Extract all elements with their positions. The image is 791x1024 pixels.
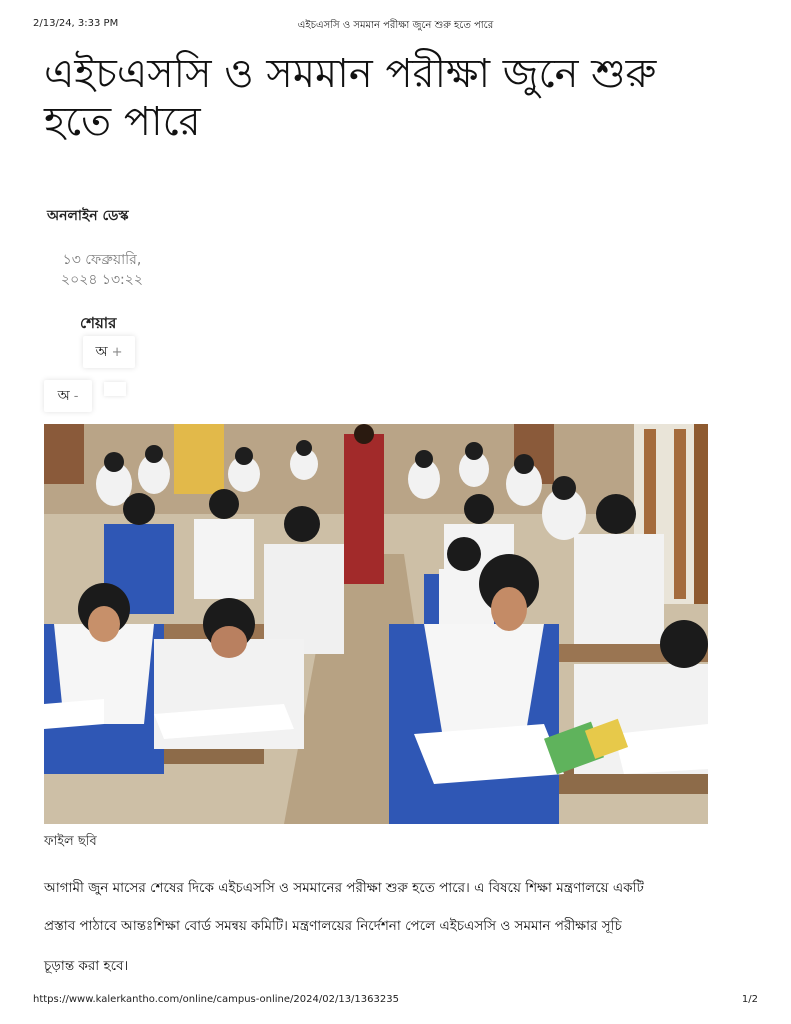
article-photo: [44, 424, 708, 824]
print-page-title: এইচএসসি ও সমমান পরীক্ষা জুনে শুরু হতে পারে: [297, 20, 494, 31]
headline-line-1: এইচএসসি ও সমমান পরীক্ষা জুনে শুরু: [44, 51, 657, 97]
font-increase-label: অ: [95, 344, 108, 360]
minus-icon: -: [73, 388, 79, 404]
print-page-number: 1/2: [741, 994, 758, 1005]
print-footer-url: https://www.kalerkantho.com/online/campus-online/2024/02/13/1363235: [33, 994, 399, 1005]
article-headline: [44, 50, 744, 146]
publish-date-line-1: ১৩ ফেব্রুয়ারি,: [62, 252, 142, 268]
image-caption: ফাইল ছবি: [44, 834, 97, 849]
exam-hall-illustration: [44, 424, 708, 824]
article-paragraph-line-3: চূড়ান্ত করা হবে।: [44, 958, 129, 974]
article-paragraph-line-2: প্রস্তাব পাঠাবে আন্তঃশিক্ষা বোর্ড সমন্বয় কমিটি। মন্ত্রণালয়ের নির্দেশনা পেলে এইচএসসি ও সমমান পরীক্ষার সূচি: [44, 918, 622, 934]
headline-line-2: হতে পারে: [44, 99, 201, 145]
font-increase-button[interactable]: [83, 336, 135, 368]
font-decrease-label: অ: [57, 388, 70, 404]
author-byline[interactable]: অনলাইন ডেস্ক: [47, 208, 129, 224]
blank-control: [104, 382, 126, 396]
print-datetime: 2/13/24, 3:33 PM: [33, 18, 119, 29]
article-paragraph-line-1: আগামী জুন মাসের শেষের দিকে এইচএসসি ও সমমানের পরীক্ষা শুরু হতে পারে। এ বিষয়ে শিক্ষা মন্ত্রণালয়ে একটি: [44, 880, 644, 896]
plus-icon: +: [111, 344, 123, 360]
font-decrease-button[interactable]: [44, 380, 92, 412]
publish-date-line-2: ২০২৪ ১৩:২২: [61, 272, 143, 288]
share-label[interactable]: শেয়ার: [80, 314, 117, 332]
